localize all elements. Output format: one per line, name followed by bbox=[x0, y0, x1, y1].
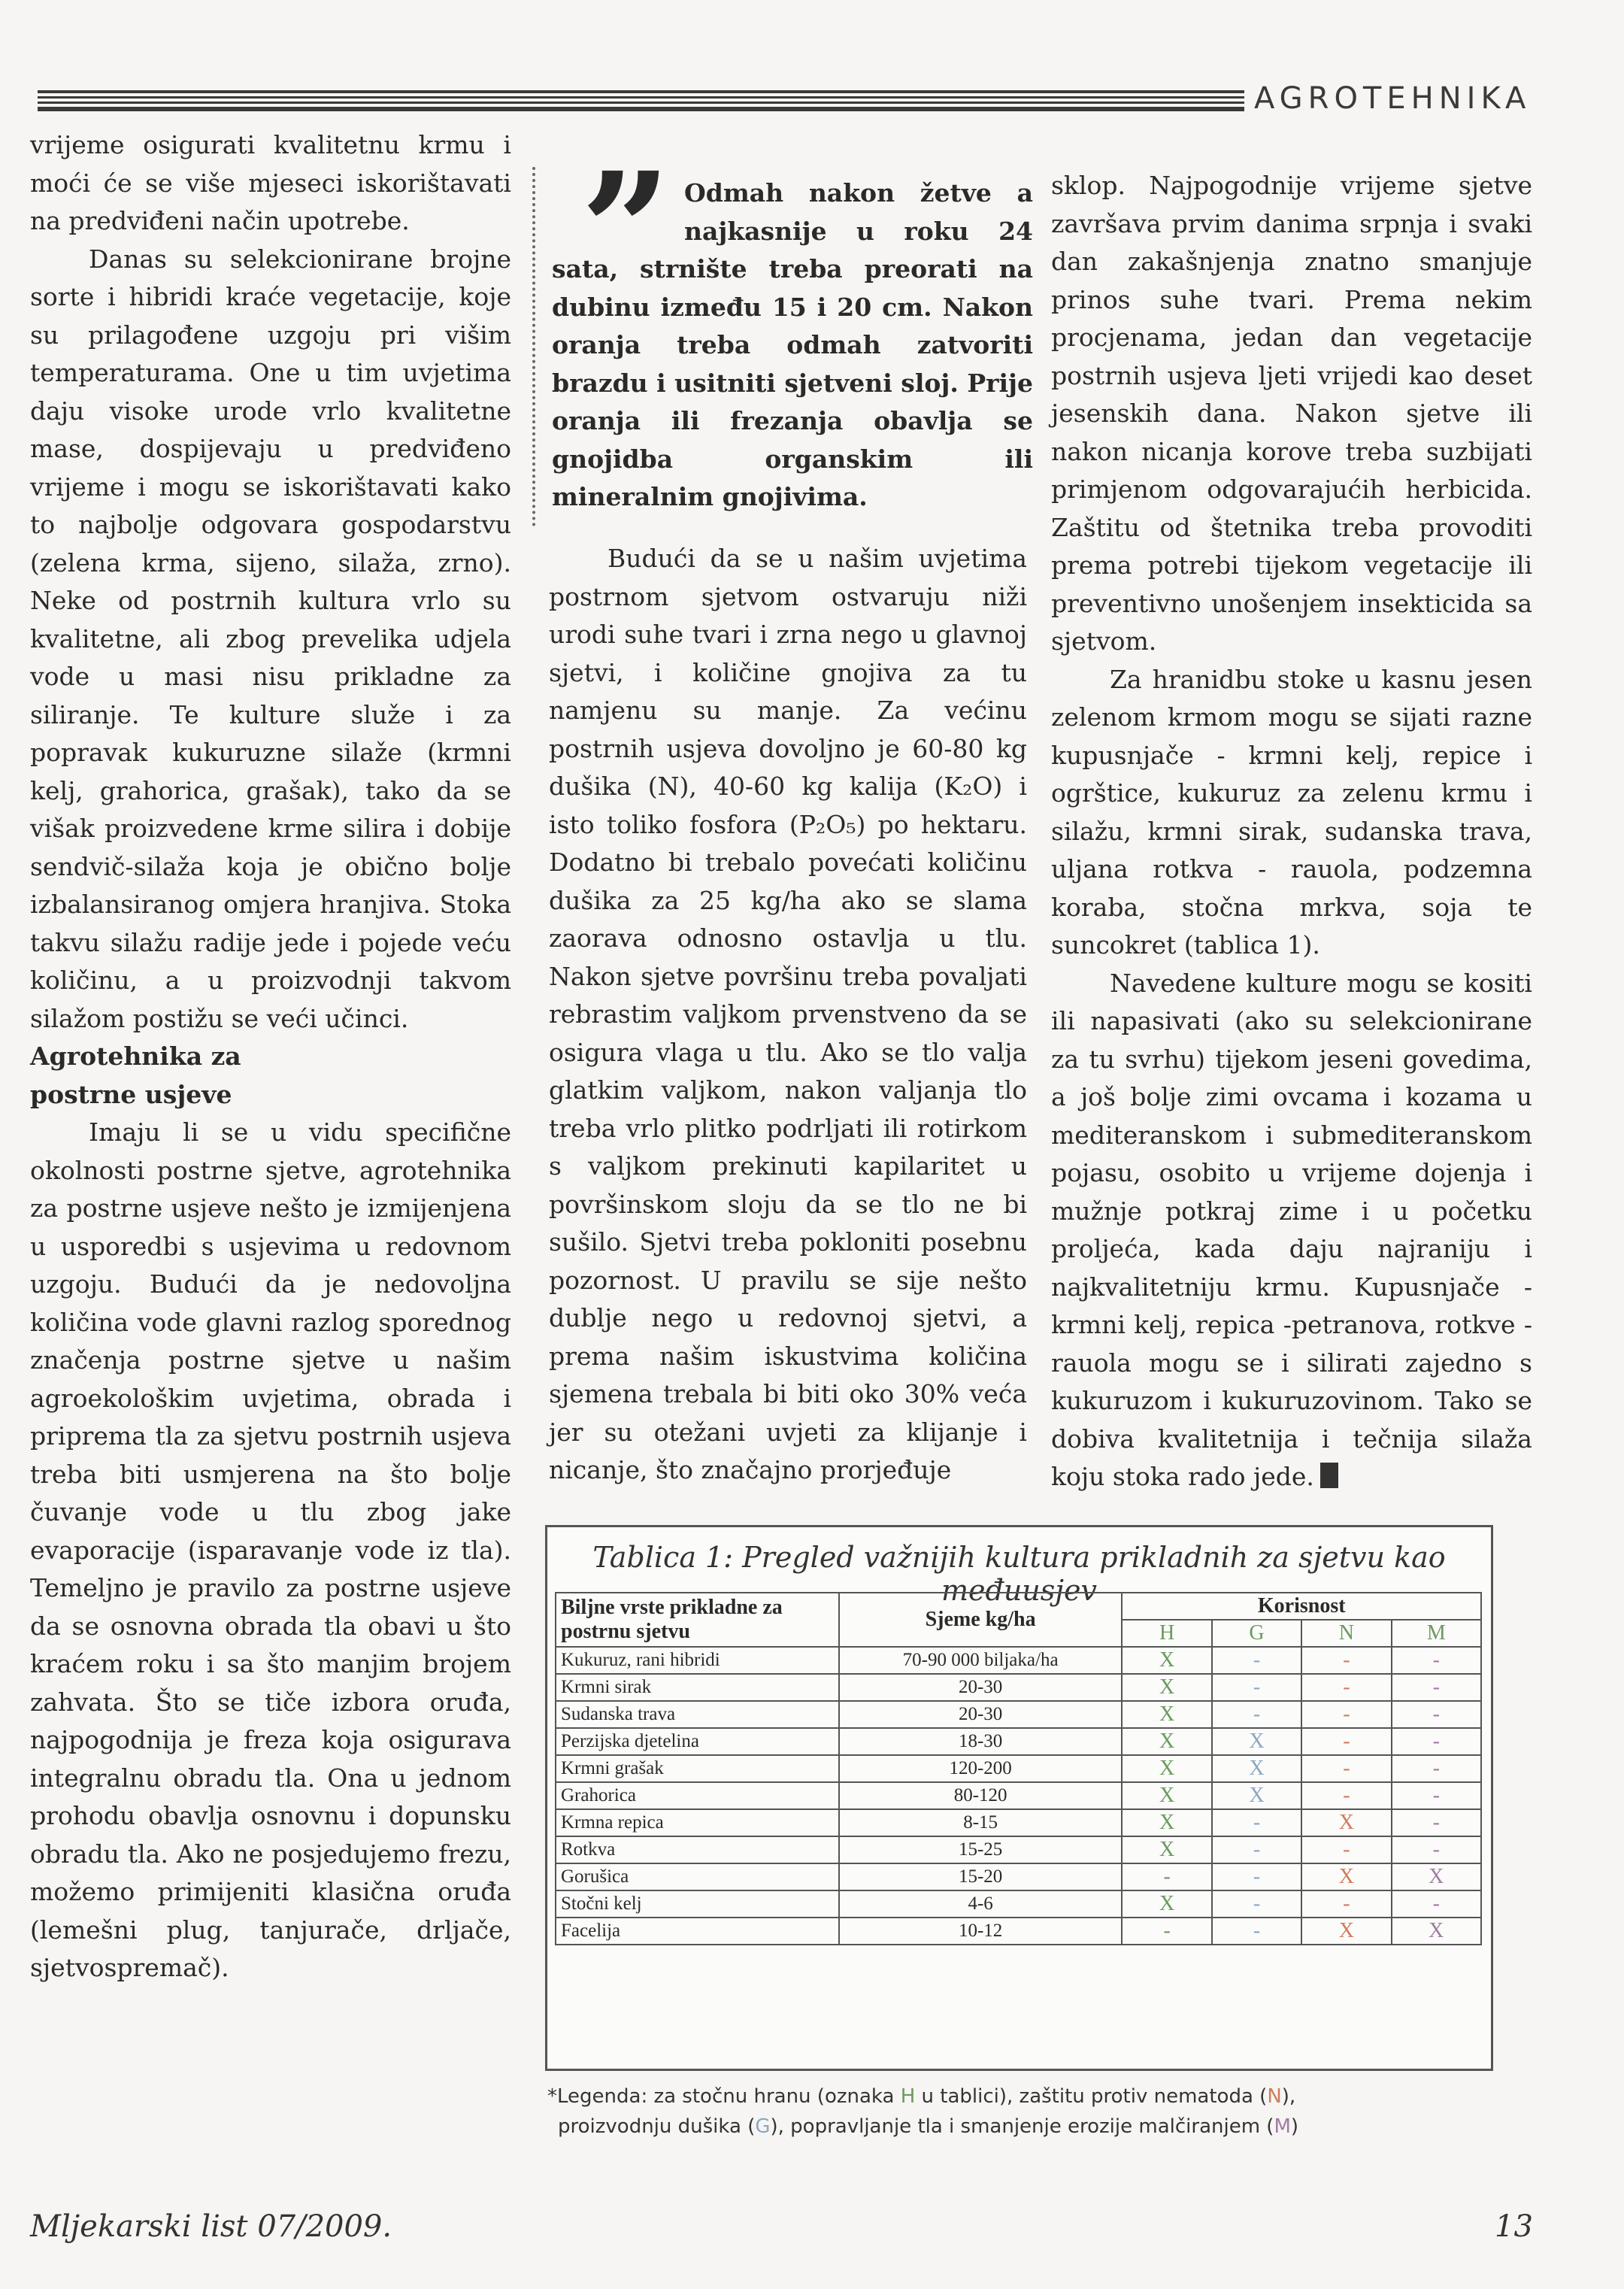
use-cell-h: X bbox=[1122, 1809, 1211, 1836]
legend-text: proizvodnju dušika ( bbox=[558, 2115, 756, 2138]
legend-line-2 bbox=[547, 2112, 1600, 2142]
use-cell-n: - bbox=[1301, 1890, 1391, 1918]
seed-rate-cell: 120-200 bbox=[839, 1755, 1123, 1782]
paragraph: Budući da se u našim uvjetima postrnom sjetvom ostvaruju niži urodi suhe tvari i zrna nego u glavnoj sjetvi, i količine gnojiva za tu namjenu su manje. Za većinu postrnih usjeva dovoljno je 60-80 kg dušika (N), 40-60 kg kalija (K₂O) i isto toliko fosfora (P₂O₅) po hektaru. Dodatno bi trebalo povećati količinu dušika za 25 kg/ha ako se slama zaorava odnosno ostavlja u tlu. Nakon sjetve površinu treba povaljati rebrastim valjkom prvenstveno da se osigura vlaga u tlu. Ako se tlo valja glatkim valjkom, nakon valjanja tlo treba vrlo plitko podrljati ili rotirkom s valjkom prekinuti kapilaritet u površinskom sloju da se tlo ne bi sušilo. Sjetvi treba pokloniti posebnu pozornost. U pravilu se sije nešto dublje nego u redovnoj sjetvi, a prema našim iskustvima količina sjemena trebala bi biti oko 30% veća jer su otežani uvjeti za klijanje i nicanje, što značajno prorjeđuje bbox=[549, 544, 1027, 1484]
use-code-g: G bbox=[1212, 1620, 1301, 1647]
table-row bbox=[556, 1647, 1481, 1674]
use-cell-m: - bbox=[1392, 1755, 1481, 1782]
end-mark-icon bbox=[1320, 1463, 1338, 1488]
use-code-m: M bbox=[1392, 1620, 1481, 1647]
use-cell-n: - bbox=[1301, 1674, 1391, 1701]
table-body bbox=[556, 1647, 1481, 1945]
seed-rate-cell: 15-25 bbox=[839, 1836, 1123, 1863]
use-cell-g: - bbox=[1212, 1890, 1301, 1918]
seed-rate-cell: 4-6 bbox=[839, 1890, 1123, 1918]
table-row bbox=[556, 1701, 1481, 1728]
paragraph-text: Navedene kulture mogu se kositi ili napasivati (ako su selekcionirane za tu svrhu) tijekom jeseni govedima, a još bolje zimi ovcama i kozama u mediteranskom i submediteranskom pojasu, osobito u vrijeme dojenja i mužnje potkraj zime i u početku proljeća, kada daju najraniju i najkvalitetniju krmu. Kupusnjače - krmni kelj, repica -petranova, rotkve - rauola mogu se i silirati zajedno s kukuruzom i kukuruzovinom. Tako se dobiva kvalitetnija i tečnija silaža koju stoka rado jede. bbox=[1051, 968, 1532, 1491]
crop-name-cell: Gorušica bbox=[556, 1863, 839, 1890]
legend-code-m: M bbox=[1274, 2115, 1291, 2138]
use-cell-m: - bbox=[1392, 1782, 1481, 1809]
paragraph: vrijeme osigurati kvalitetnu krmu i moći će se više mjeseci iskorištavati na predviđeni način upotrebe. bbox=[30, 130, 511, 235]
table-row bbox=[556, 1782, 1481, 1809]
use-cell-g: - bbox=[1212, 1809, 1301, 1836]
seed-rate-cell: 8-15 bbox=[839, 1809, 1123, 1836]
use-cell-g: - bbox=[1212, 1701, 1301, 1728]
use-cell-m: - bbox=[1392, 1836, 1481, 1863]
use-cell-n: - bbox=[1301, 1701, 1391, 1728]
header-rule bbox=[38, 96, 1244, 99]
legend-text: ), bbox=[1281, 2085, 1296, 2108]
crop-name-cell: Facelija bbox=[556, 1918, 839, 1945]
use-code-n: N bbox=[1301, 1620, 1391, 1647]
legend-code-n: N bbox=[1267, 2085, 1282, 2108]
use-cell-h: X bbox=[1122, 1836, 1211, 1863]
legend-text: u tablici), zaštitu protiv nematoda ( bbox=[915, 2085, 1268, 2108]
col-use-header: Korisnost bbox=[1122, 1593, 1481, 1620]
use-cell-h: X bbox=[1122, 1782, 1211, 1809]
use-cell-m: - bbox=[1392, 1728, 1481, 1755]
paragraph: Za hranidbu stoke u kasnu jesen zelenom krmom mogu se sijati razne kupusnjače - krmni kelj, repice i ogrštice, kukuruz za zelenu krmu i silažu, krmni sirak, sudanska trava, uljana rotkva - rauola, podzemna koraba, stočna mrkva, soja te suncokret (tablica 1). bbox=[1051, 664, 1532, 960]
paragraph: Imaju li se u vidu specifične okolnosti postrne sjetve, agrotehnika za postrne usjeve nešto je izmijenjena u usporedbi s usjevima u redovnom uzgoju. Budući da je nedovoljna količina vode glavni razlog sporednog značenja postrne sjetve u našim agroekološkim uvjetima, obrada i priprema tla za sjetvu postrnih usjeva treba biti usmjerena na što bolje čuvanje vode u tlu zbog jake evaporacije (isparavanje vode iz tla). Temeljno je pravilo za postrne usjeve da se osnovna obrada tla obavi u što kraćem roku i sa što manjim brojem zahvata. Što se tiče izbora oruđa, najpogodnija je freza koja osigurava integralnu obradu tla. Ona u jednom prohodu obavlja osnovnu i dopunsku obradu tla. Ako ne posjedujemo frezu, možemo primijeniti klasična oruđa (lemešni plug, tanjurače, drljače, sjetvospremač). bbox=[30, 1117, 511, 1982]
use-cell-g: - bbox=[1212, 1863, 1301, 1890]
legend-text: *Legenda: za stočnu hranu (oznaka bbox=[547, 2085, 901, 2108]
quote-mark: ” bbox=[580, 138, 671, 323]
table-row bbox=[556, 1836, 1481, 1863]
section-header: AGROTEHNIKA bbox=[1254, 81, 1532, 116]
table-row bbox=[556, 1755, 1481, 1782]
use-cell-n: - bbox=[1301, 1728, 1391, 1755]
legend-text: ), popravljanje tla i smanjenje erozije malčiranjem ( bbox=[770, 2115, 1274, 2138]
use-cell-g: - bbox=[1212, 1918, 1301, 1945]
use-cell-n: X bbox=[1301, 1809, 1391, 1836]
use-cell-m: - bbox=[1392, 1701, 1481, 1728]
use-cell-n: - bbox=[1301, 1755, 1391, 1782]
table-row bbox=[556, 1809, 1481, 1836]
use-cell-g: - bbox=[1212, 1836, 1301, 1863]
use-cell-n: X bbox=[1301, 1863, 1391, 1890]
use-cell-g: - bbox=[1212, 1647, 1301, 1674]
use-cell-h: X bbox=[1122, 1674, 1211, 1701]
table-row bbox=[556, 1674, 1481, 1701]
use-cell-m: X bbox=[1392, 1918, 1481, 1945]
table-row bbox=[556, 1918, 1481, 1945]
journal-footer: Mljekarski list 07/2009. bbox=[30, 2209, 392, 2244]
use-cell-g: X bbox=[1212, 1755, 1301, 1782]
seed-rate-cell: 80-120 bbox=[839, 1782, 1123, 1809]
page-number: 13 bbox=[1495, 2209, 1533, 2244]
use-cell-h: X bbox=[1122, 1701, 1211, 1728]
use-cell-m: - bbox=[1392, 1674, 1481, 1701]
use-cell-n: X bbox=[1301, 1918, 1391, 1945]
use-cell-m: - bbox=[1392, 1890, 1481, 1918]
header-rule bbox=[38, 102, 1244, 104]
table-row bbox=[556, 1728, 1481, 1755]
table-header-row bbox=[556, 1593, 1481, 1620]
crop-name-cell: Krmni grašak bbox=[556, 1755, 839, 1782]
column-2 bbox=[549, 540, 1027, 1490]
legend-code-g: G bbox=[755, 2115, 771, 2138]
column-1 bbox=[30, 126, 511, 1987]
use-cell-m: X bbox=[1392, 1863, 1481, 1890]
use-cell-g: X bbox=[1212, 1782, 1301, 1809]
use-cell-m: - bbox=[1392, 1647, 1481, 1674]
crop-name-cell: Kukuruz, rani hibridi bbox=[556, 1647, 839, 1674]
crop-name-cell: Sudanska trava bbox=[556, 1701, 839, 1728]
crop-table-box bbox=[545, 1525, 1493, 2071]
use-cell-m: - bbox=[1392, 1809, 1481, 1836]
pull-quote-text: Odmah nakon žetve a najkasnije u roku 24 sata, strnište treba preorati na dubinu između 15 i 20 cm. Nakon oranja treba odmah zatvoriti brazdu i usitniti sjetveni sloj. Prije oranja ili frezanja obavlja se gnojidba organskim ili mineralnim gnojivima. bbox=[552, 178, 1033, 511]
header-rule bbox=[38, 107, 1244, 111]
crop-name-cell: Krmna repica bbox=[556, 1809, 839, 1836]
pull-quote-text-box bbox=[552, 174, 1033, 517]
use-cell-h: - bbox=[1122, 1918, 1211, 1945]
use-cell-h: X bbox=[1122, 1647, 1211, 1674]
seed-rate-cell: 20-30 bbox=[839, 1701, 1123, 1728]
use-cell-g: X bbox=[1212, 1728, 1301, 1755]
use-cell-h: - bbox=[1122, 1863, 1211, 1890]
crop-name-cell: Krmni sirak bbox=[556, 1674, 839, 1701]
table-row bbox=[556, 1890, 1481, 1918]
use-cell-h: X bbox=[1122, 1755, 1211, 1782]
seed-rate-cell: 18-30 bbox=[839, 1728, 1123, 1755]
crop-name-cell: Grahorica bbox=[556, 1782, 839, 1809]
legend-line-1 bbox=[547, 2081, 1600, 2112]
seed-rate-cell: 20-30 bbox=[839, 1674, 1123, 1701]
seed-rate-cell: 10-12 bbox=[839, 1918, 1123, 1945]
use-cell-h: X bbox=[1122, 1890, 1211, 1918]
crop-name-cell: Stočni kelj bbox=[556, 1890, 839, 1918]
legend-code-h: H bbox=[900, 2085, 916, 2108]
col-crop-header: Biljne vrste prikladne za postrnu sjetvu bbox=[556, 1593, 839, 1647]
use-cell-n: - bbox=[1301, 1836, 1391, 1863]
table-title: Tablica 1: Pregled važnijih kultura prikladnih za sjetvu kao međuusjev bbox=[592, 1541, 1446, 1607]
use-cell-g: - bbox=[1212, 1674, 1301, 1701]
seed-rate-cell: 15-20 bbox=[839, 1863, 1123, 1890]
col-seed-header: Sjeme kg/ha bbox=[839, 1593, 1123, 1647]
crop-table bbox=[555, 1592, 1482, 1945]
crop-name-cell: Perzijska djetelina bbox=[556, 1728, 839, 1755]
seed-rate-cell: 70-90 000 biljaka/ha bbox=[839, 1647, 1123, 1674]
paragraph: sklop. Najpogodnije vrijeme sjetve završava prvim danima srpnja i svaki dan zakašnjenja znatno smanjuje prinos suhe tvari. Prema nekim procjenama, jedan dan vegetacije postrnih usjeva ljeti vrijedi kao deset jesenskih dana. Nakon sjetve ili nakon nicanja korove treba suzbijati primjenom odgovarajućih herbicida. Zaštitu od štetnika treba provoditi prema potrebi tijekom vegetacije ili preventivno unošenjem insekticida sa sjetvom. bbox=[1051, 171, 1532, 656]
paragraph bbox=[1051, 965, 1532, 1496]
column-3 bbox=[1051, 167, 1532, 1496]
subheading: postrne usjeve bbox=[30, 1079, 232, 1109]
use-cell-n: - bbox=[1301, 1782, 1391, 1809]
crop-name-cell: Rotkva bbox=[556, 1836, 839, 1863]
use-cell-n: - bbox=[1301, 1647, 1391, 1674]
pull-quote bbox=[532, 138, 1036, 526]
subheading: Agrotehnika za bbox=[30, 1041, 241, 1071]
table-legend bbox=[547, 2081, 1600, 2142]
use-code-h: H bbox=[1122, 1620, 1211, 1647]
paragraph: Danas su selekcionirane brojne sorte i hibridi kraće vegetacije, koje su prilagođene uzgoju pri višim temperaturama. One u tim uvjetima daju visoke urode vrlo kvalitetne mase, dospijevaju u predviđeno vrijeme i mogu se iskorištavati kako to najbolje odgovara gospodarstvu (zelena krma, sijeno, silaža, zrno). Neke od postrnih kultura vrlo su kvalitetne, ali zbog prevelika udjela vode u masi nisu prikladne za siliranje. Te kulture služe i za popravak kukuruzne silaže (krmni kelj, grahorica, grašak), tako da se višak proizvedene krme silira i dobije sendvič-silaža koja je obično bolje izbalansiranog omjera hranjiva. Stoka takvu silažu radije jede i pojede veću količinu, a u proizvodnji takvom silažom postižu se veći učinci. bbox=[30, 244, 511, 1033]
header-rule bbox=[38, 90, 1244, 93]
use-cell-h: X bbox=[1122, 1728, 1211, 1755]
table-row bbox=[556, 1863, 1481, 1890]
legend-text: ) bbox=[1290, 2115, 1299, 2138]
